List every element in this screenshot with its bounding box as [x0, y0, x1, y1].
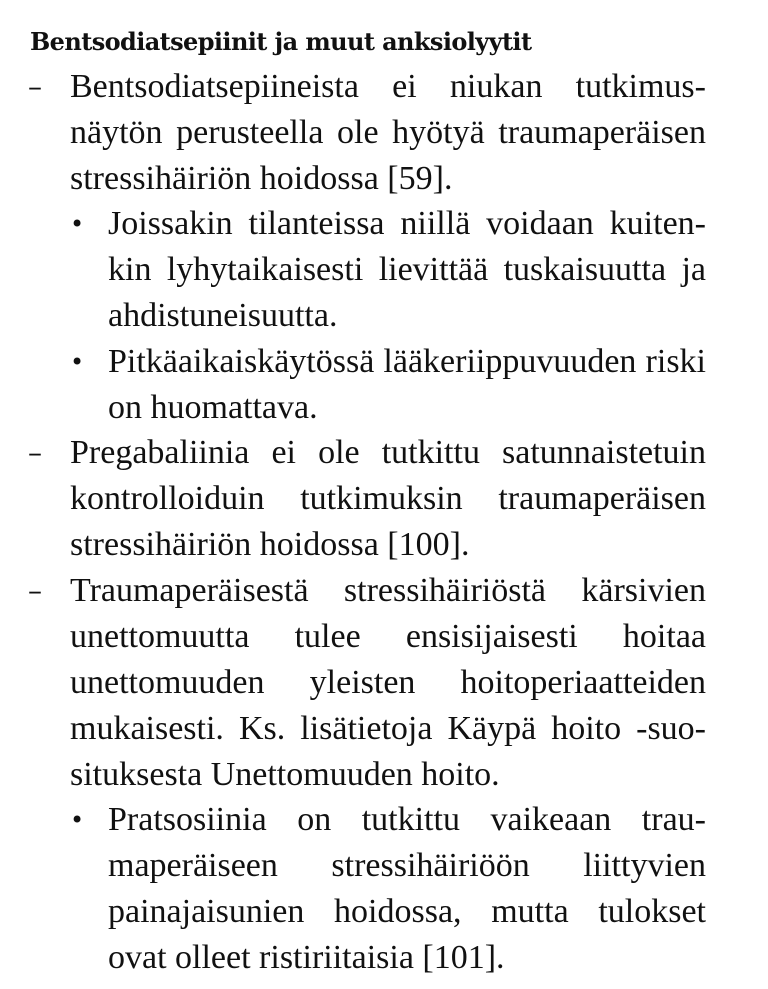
bullet-marker: • [70, 210, 85, 238]
bullet-marker: • [70, 348, 85, 376]
dash-marker: – [28, 70, 42, 103]
section-heading: Bentsodiatsepiinit ja muut anksiolyytit [30, 27, 532, 56]
dash-marker: – [28, 574, 42, 607]
list-item-insomnia: Traumaperäisestä stressihäiriöstä kärsivien unettomuutta tulee ensisijaisesti hoitaa unettomuuden yleisten hoitoperiaatteiden mukaisesti. Ks. lisätietoja Käypä hoito -suosituksesta Unettomuuden hoito. [70, 572, 706, 793]
dash-marker: – [28, 436, 42, 469]
sub-item-short-term-relief: Joissakin tilanteissa niillä voidaan kuitenkin lyhytaikaisesti lievittää tuskaisuutta ja ahdistuneisuutta. [108, 205, 706, 334]
sub-item-dependency-risk: Pitkäaikaiskäytössä lääkeriippuvuuden riski on huomattava. [108, 343, 706, 426]
sub-item-prazosin: Pratsosiinia on tutkittu vaikeaan traumaperäiseen stressihäiriöön liittyvien painajaisunien hoidossa, mutta tulokset ovat olleet ristiriitaisia [101]. [108, 801, 706, 976]
list-item-pregabalin: Pregabaliinia ei ole tutkittu satunnaistetuin kontrolloiduin tutkimuksin traumaperäisen stressihäiriön hoidossa [100]. [70, 434, 706, 563]
bullet-marker: • [70, 806, 85, 834]
list-item-benzodiazepines: Bentsodiatsepiineista ei niukan tutkimusnäytön perusteella ole hyötyä traumaperäisen stressihäiriön hoidossa [59]. [70, 68, 706, 197]
